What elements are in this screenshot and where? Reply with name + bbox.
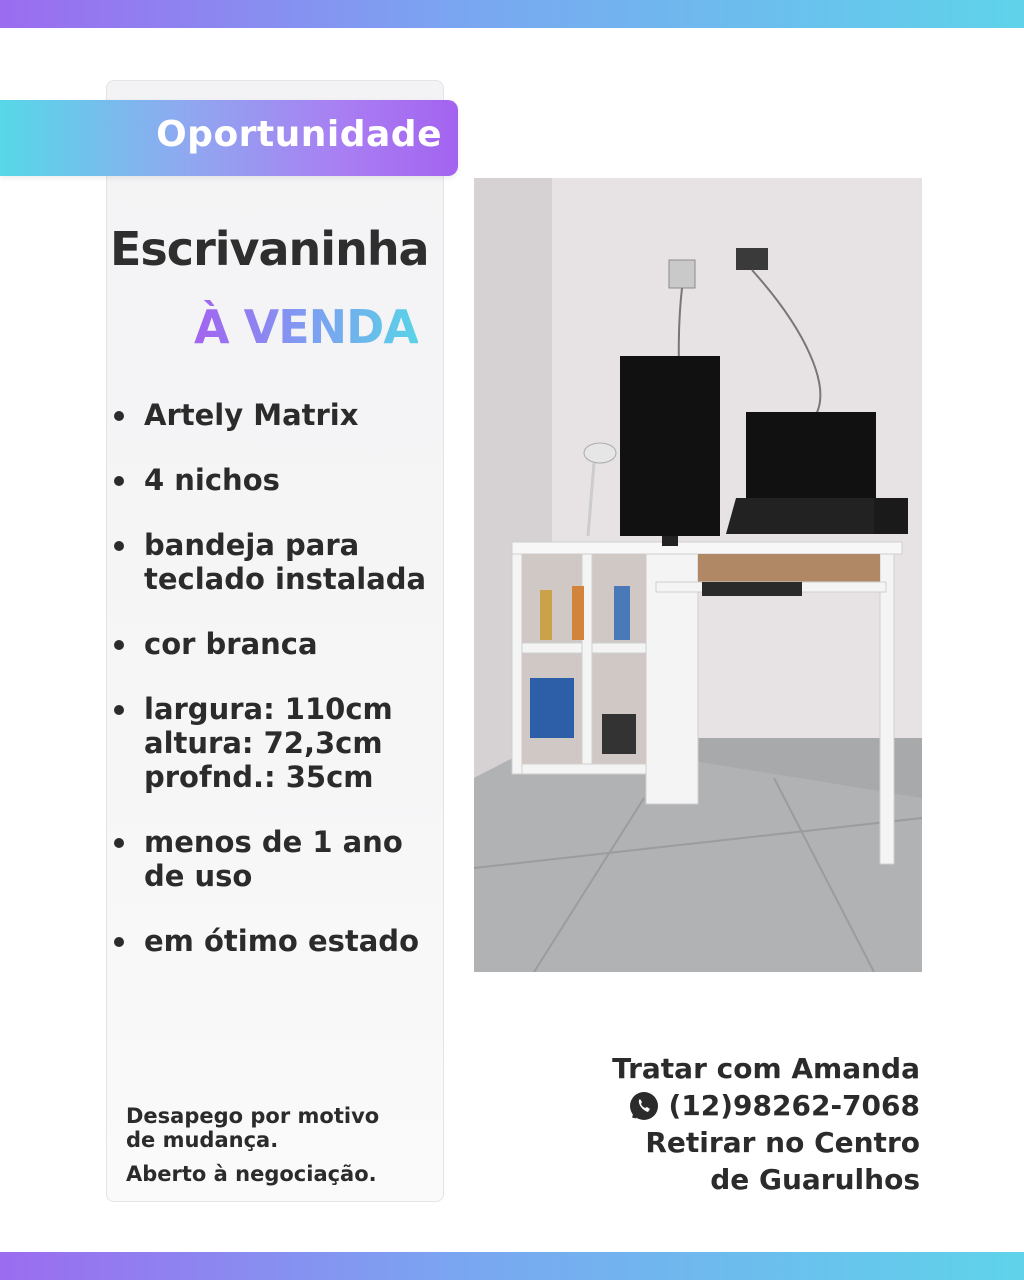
feature-item: cor branca [112, 627, 442, 661]
pickup-line-2: de Guarulhos [710, 1163, 920, 1196]
feature-list [112, 398, 442, 958]
desk-photo [474, 178, 922, 972]
negotiation-note: Aberto à negociação. [126, 1162, 377, 1186]
whatsapp-icon [628, 1090, 660, 1122]
feature-item: bandeja para teclado instalada [112, 528, 442, 596]
contact-block [520, 1050, 920, 1198]
badge-label: Oportunidade [156, 114, 442, 155]
bottom-gradient-bar [0, 1252, 1024, 1280]
opportunity-badge [0, 100, 458, 176]
feature-item: menos de 1 ano de uso [112, 825, 442, 893]
top-gradient-bar [0, 0, 1024, 28]
feature-item: Artely Matrix [112, 398, 442, 432]
page-subtitle: À VENDA [194, 300, 418, 354]
feature-item: largura: 110cm altura: 72,3cm profnd.: 35cm [112, 692, 442, 794]
phone-row[interactable] [520, 1087, 920, 1124]
page-title: Escrivaninha [110, 222, 429, 276]
feature-item: 4 nichos [112, 463, 442, 497]
contact-name: Tratar com Amanda [612, 1052, 920, 1085]
phone-number: (12)98262-7068 [668, 1089, 920, 1122]
desk-photo-illustration [474, 178, 922, 972]
feature-item: em ótimo estado [112, 924, 442, 958]
reason-note: Desapego por motivo de mudança. [126, 1104, 380, 1152]
pickup-line-1: Retirar no Centro [645, 1126, 920, 1159]
